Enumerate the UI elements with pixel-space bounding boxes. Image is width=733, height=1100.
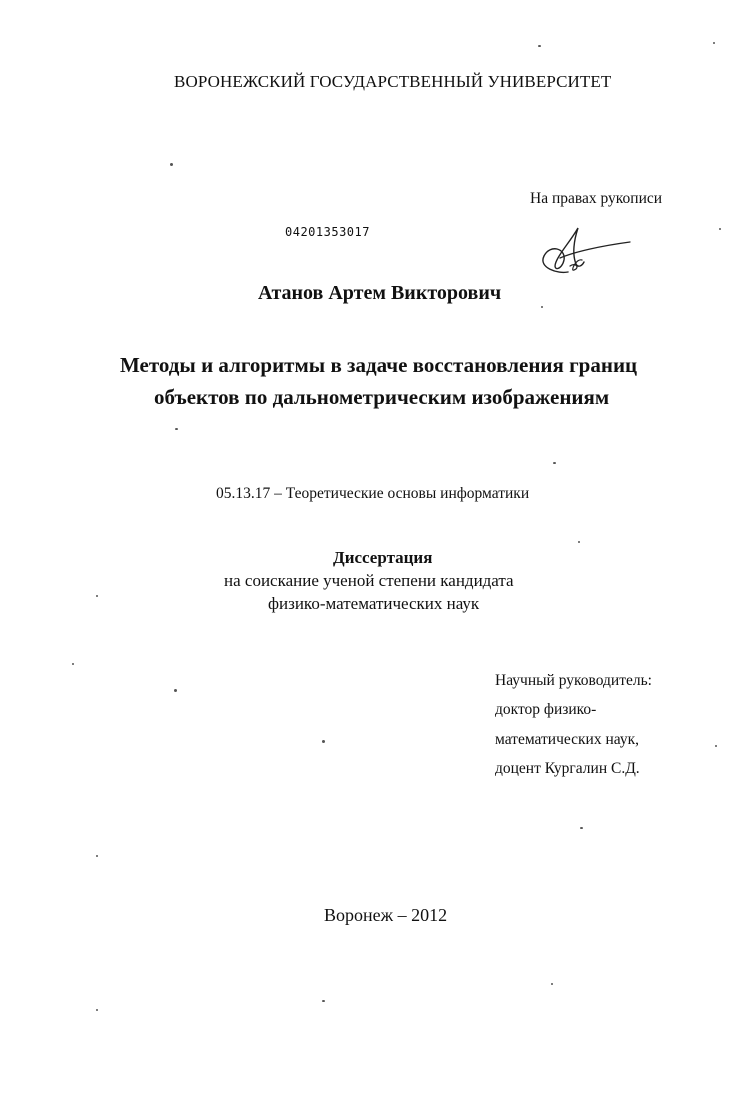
scan-speck [72, 663, 74, 665]
scan-speck [174, 689, 177, 692]
scan-speck [541, 306, 543, 308]
author-name: Атанов Артем Викторович [258, 282, 502, 304]
scan-speck [96, 1009, 98, 1011]
scan-speck [713, 42, 715, 44]
work-type: Диссертация [333, 548, 433, 567]
scan-speck [175, 428, 178, 430]
scan-speck [578, 541, 580, 543]
university-name: ВОРОНЕЖСКИЙ ГОСУДАРСТВЕННЫЙ УНИВЕРСИТЕТ [174, 72, 612, 91]
scan-speck [538, 45, 541, 47]
scan-speck [170, 163, 173, 166]
specialty-code: 05.13.17 – Теоретические основы информатики [216, 485, 530, 502]
supervisor-line-4: доцент Кургалин С.Д. [495, 760, 640, 777]
scan-speck [96, 595, 98, 597]
rights-note: На правах рукописи [530, 190, 663, 207]
degree-line-2: физико-математических наук [268, 594, 480, 613]
signature-image [530, 222, 635, 280]
supervisor-line-2: доктор физико- [495, 701, 597, 718]
city-year: Воронеж – 2012 [324, 905, 448, 925]
scan-speck [322, 1000, 325, 1002]
scan-speck [96, 855, 98, 857]
scan-speck [322, 740, 325, 743]
supervisor-line-3: математических наук, [495, 731, 640, 748]
thesis-title-line-1: Методы и алгоритмы в задаче восстановления границ [120, 353, 638, 377]
catalog-code: 04201353017 [285, 225, 370, 239]
scan-speck [551, 983, 553, 985]
degree-line-1: на соискание ученой степени кандидата [224, 571, 514, 590]
scan-speck [580, 827, 583, 829]
scan-speck [553, 462, 556, 464]
supervisor-line-1: Научный руководитель: [495, 672, 652, 689]
scan-speck [719, 228, 721, 230]
thesis-title-line-2: объектов по дальнометрическим изображениям [154, 385, 610, 409]
scan-speck [715, 745, 717, 747]
